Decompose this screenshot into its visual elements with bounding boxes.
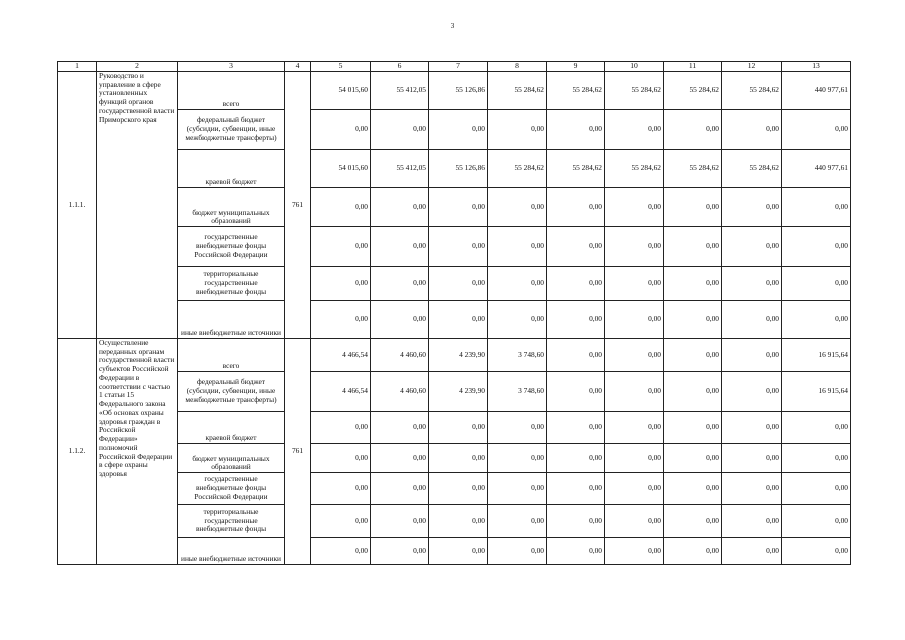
value-cell: 55 126,86	[429, 72, 488, 110]
value-cell: 0,00	[488, 412, 547, 444]
value-cell: 0,00	[664, 505, 722, 538]
value-cell: 0,00	[547, 473, 605, 505]
funding-source-label: федеральный бюджет (субсидии, субвенции, иные межбюджетные трансферты)	[178, 110, 285, 150]
value-cell: 0,00	[488, 188, 547, 227]
value-cell: 0,00	[547, 538, 605, 565]
value-cell: 0,00	[547, 110, 605, 150]
value-cell: 4 460,60	[371, 339, 429, 372]
value-cell: 0,00	[371, 473, 429, 505]
value-cell: 55 412,05	[371, 150, 429, 188]
value-cell: 0,00	[371, 444, 429, 473]
value-cell: 55 284,62	[547, 72, 605, 110]
value-cell: 0,00	[664, 301, 722, 339]
value-cell: 0,00	[782, 444, 851, 473]
funding-source-label: территориальные государственные внебюджетные фонды	[178, 505, 285, 538]
value-cell: 0,00	[664, 473, 722, 505]
value-cell: 55 284,62	[488, 72, 547, 110]
value-cell: 0,00	[488, 267, 547, 301]
value-cell: 0,00	[488, 444, 547, 473]
value-cell: 0,00	[722, 538, 782, 565]
header-cell: 7	[429, 62, 488, 72]
value-cell: 0,00	[605, 412, 664, 444]
value-cell: 0,00	[605, 267, 664, 301]
value-cell: 0,00	[782, 227, 851, 267]
value-cell: 440 977,61	[782, 72, 851, 110]
value-cell: 4 239,90	[429, 339, 488, 372]
value-cell: 0,00	[311, 301, 371, 339]
value-cell: 0,00	[605, 473, 664, 505]
header-cell: 3	[178, 62, 285, 72]
value-cell: 0,00	[605, 227, 664, 267]
value-cell: 3 748,60	[488, 339, 547, 372]
value-cell: 0,00	[722, 505, 782, 538]
value-cell: 55 284,62	[605, 150, 664, 188]
header-cell: 8	[488, 62, 547, 72]
value-cell: 0,00	[547, 267, 605, 301]
value-cell: 440 977,61	[782, 150, 851, 188]
value-cell: 0,00	[429, 412, 488, 444]
funding-source-label: всего	[178, 72, 285, 110]
header-cell: 13	[782, 62, 851, 72]
value-cell: 0,00	[547, 339, 605, 372]
value-cell: 54 015,60	[311, 72, 371, 110]
value-cell: 0,00	[371, 227, 429, 267]
value-cell: 0,00	[722, 110, 782, 150]
value-cell: 4 239,90	[429, 372, 488, 412]
value-cell: 0,00	[664, 372, 722, 412]
value-cell: 0,00	[664, 538, 722, 565]
value-cell: 0,00	[311, 227, 371, 267]
funding-source-label: бюджет муниципальных образований	[178, 444, 285, 473]
value-cell: 55 284,62	[605, 72, 664, 110]
value-cell: 0,00	[605, 444, 664, 473]
value-cell: 0,00	[371, 110, 429, 150]
value-cell: 55 284,62	[722, 150, 782, 188]
value-cell: 0,00	[722, 339, 782, 372]
value-cell: 0,00	[371, 188, 429, 227]
header-cell: 4	[285, 62, 311, 72]
value-cell: 0,00	[488, 301, 547, 339]
value-cell: 0,00	[547, 444, 605, 473]
value-cell: 0,00	[429, 267, 488, 301]
value-cell: 0,00	[371, 301, 429, 339]
value-cell: 0,00	[311, 538, 371, 565]
value-cell: 0,00	[664, 412, 722, 444]
value-cell: 55 284,62	[664, 72, 722, 110]
value-cell: 0,00	[429, 188, 488, 227]
value-cell: 0,00	[547, 412, 605, 444]
value-cell: 0,00	[722, 444, 782, 473]
value-cell: 0,00	[371, 505, 429, 538]
funding-source-label: иные внебюджетные источники	[178, 538, 285, 565]
value-cell: 0,00	[547, 227, 605, 267]
value-cell: 0,00	[722, 227, 782, 267]
value-cell: 0,00	[488, 505, 547, 538]
value-cell: 0,00	[371, 538, 429, 565]
header-cell: 1	[58, 62, 97, 72]
value-cell: 0,00	[371, 267, 429, 301]
value-cell: 0,00	[664, 267, 722, 301]
value-cell: 0,00	[664, 227, 722, 267]
value-cell: 0,00	[782, 473, 851, 505]
value-cell: 4 460,60	[371, 372, 429, 412]
value-cell: 55 284,62	[547, 150, 605, 188]
funding-source-label: иные внебюджетные источники	[178, 301, 285, 339]
value-cell: 0,00	[371, 412, 429, 444]
value-cell: 0,00	[429, 473, 488, 505]
value-cell: 3 748,60	[488, 372, 547, 412]
value-cell: 0,00	[547, 505, 605, 538]
value-cell: 0,00	[722, 412, 782, 444]
header-cell: 11	[664, 62, 722, 72]
funding-source-label: федеральный бюджет (субсидии, субвенции, иные межбюджетные трансферты)	[178, 372, 285, 412]
funding-source-label: государственные внебюджетные фонды Российской Федерации	[178, 227, 285, 267]
value-cell: 0,00	[782, 267, 851, 301]
value-cell: 0,00	[488, 538, 547, 565]
value-cell: 0,00	[311, 412, 371, 444]
value-cell: 0,00	[429, 505, 488, 538]
value-cell: 0,00	[547, 372, 605, 412]
value-cell: 0,00	[722, 301, 782, 339]
value-cell: 0,00	[782, 301, 851, 339]
funding-source-label: бюджет муниципальных образований	[178, 188, 285, 227]
value-cell: 0,00	[311, 505, 371, 538]
funding-source-label: краевой бюджет	[178, 412, 285, 444]
value-cell: 0,00	[605, 301, 664, 339]
value-cell: 0,00	[429, 110, 488, 150]
value-cell: 0,00	[605, 538, 664, 565]
value-cell: 0,00	[664, 339, 722, 372]
value-cell: 0,00	[311, 473, 371, 505]
value-cell: 0,00	[722, 473, 782, 505]
value-cell: 4 466,54	[311, 339, 371, 372]
value-cell: 0,00	[429, 538, 488, 565]
header-cell: 6	[371, 62, 429, 72]
value-cell: 16 915,64	[782, 339, 851, 372]
value-cell: 0,00	[605, 339, 664, 372]
section-name: Руководство и управление в сфере установленных функций органов государственной власти Приморского края	[97, 72, 178, 339]
value-cell: 0,00	[547, 301, 605, 339]
value-cell: 55 284,62	[488, 150, 547, 188]
value-cell: 4 466,54	[311, 372, 371, 412]
value-cell: 54 015,60	[311, 150, 371, 188]
header-cell: 9	[547, 62, 605, 72]
value-cell: 0,00	[429, 227, 488, 267]
page-number: 3	[450, 22, 455, 30]
funding-source-label: территориальные государственные внебюджетные фонды	[178, 267, 285, 301]
value-cell: 0,00	[664, 110, 722, 150]
value-cell: 0,00	[488, 473, 547, 505]
budget-table	[57, 61, 851, 565]
value-cell: 0,00	[547, 188, 605, 227]
value-cell: 55 284,62	[664, 150, 722, 188]
table-row	[58, 339, 851, 372]
value-cell: 0,00	[782, 538, 851, 565]
section-code: 1.1.2.	[58, 339, 97, 565]
value-cell: 0,00	[605, 372, 664, 412]
value-cell: 0,00	[605, 505, 664, 538]
value-cell: 0,00	[664, 188, 722, 227]
value-cell: 0,00	[664, 444, 722, 473]
admin-code: 761	[285, 339, 311, 565]
value-cell: 0,00	[722, 267, 782, 301]
section-code: 1.1.1.	[58, 72, 97, 339]
value-cell: 0,00	[605, 110, 664, 150]
value-cell: 0,00	[488, 110, 547, 150]
value-cell: 55 284,62	[722, 72, 782, 110]
header-cell: 2	[97, 62, 178, 72]
value-cell: 0,00	[429, 444, 488, 473]
value-cell: 0,00	[311, 444, 371, 473]
funding-source-label: всего	[178, 339, 285, 372]
value-cell: 0,00	[722, 372, 782, 412]
table-row	[58, 72, 851, 110]
admin-code: 761	[285, 72, 311, 339]
value-cell: 0,00	[311, 110, 371, 150]
value-cell: 0,00	[488, 227, 547, 267]
value-cell: 55 412,05	[371, 72, 429, 110]
value-cell: 16 915,64	[782, 372, 851, 412]
header-cell: 12	[722, 62, 782, 72]
value-cell: 0,00	[782, 412, 851, 444]
value-cell: 55 126,86	[429, 150, 488, 188]
value-cell: 0,00	[311, 188, 371, 227]
funding-source-label: краевой бюджет	[178, 150, 285, 188]
value-cell: 0,00	[782, 188, 851, 227]
funding-source-label: государственные внебюджетные фонды Российской Федерации	[178, 473, 285, 505]
value-cell: 0,00	[311, 267, 371, 301]
value-cell: 0,00	[782, 110, 851, 150]
value-cell: 0,00	[605, 188, 664, 227]
header-cell: 10	[605, 62, 664, 72]
header-row	[58, 62, 851, 72]
header-cell: 5	[311, 62, 371, 72]
value-cell: 0,00	[782, 505, 851, 538]
value-cell: 0,00	[722, 188, 782, 227]
section-name: Осуществление переданных органам государственной власти субъектов Российской Федерации в соответствии с частью 1 статьи 15 Федерального закона «Об основах охраны здоровья граждан в Российской Федерации» полномочий Российской Федерации в сфере охраны здоровья	[97, 339, 178, 565]
value-cell: 0,00	[429, 301, 488, 339]
